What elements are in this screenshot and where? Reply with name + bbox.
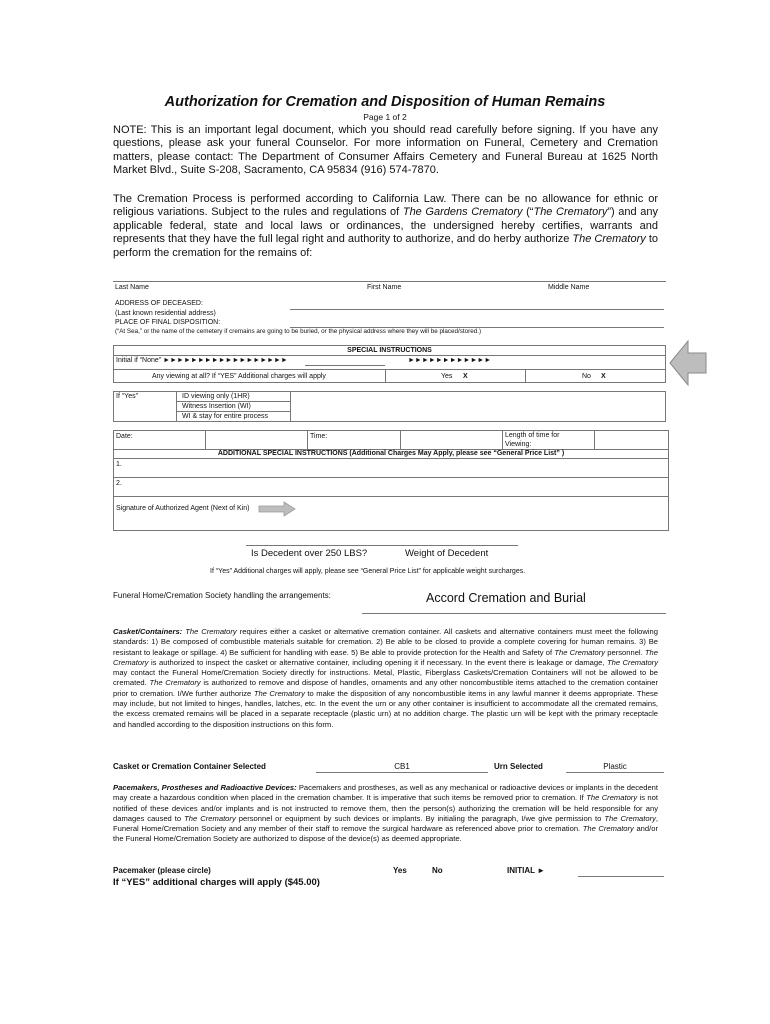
first-name-label[interactable]: First Name	[367, 284, 402, 291]
time-label: Time:	[310, 433, 328, 440]
weight-label[interactable]: Weight of Decedent	[405, 548, 489, 559]
divider	[594, 430, 595, 449]
middle-name-label[interactable]: Middle Name	[548, 284, 590, 291]
special-instructions-header: SPECIAL INSTRUCTIONS	[347, 347, 432, 354]
document-title: Authorization for Cremation and Disposition of Human Remains	[164, 94, 606, 110]
address-sublabel: (Last known residential address)	[115, 310, 216, 317]
divider	[362, 613, 666, 614]
pacemaker-text-1: Pacemakers and prostheses, as well as any mechanical or radioactive devices or implants in the decedent may create a hazardous condition when placed in the cremation chamber. It is imperative that such items be removed prior to cremation. If	[113, 783, 659, 803]
name-line	[113, 281, 666, 282]
divider	[176, 401, 290, 402]
place-sublabel: (“At Sea,” or the name of the cemetery if cremains are going to be buried, or the physical address where they will be placed/stored.)	[115, 328, 482, 335]
right-arrow-icon	[258, 501, 296, 517]
urn-selected-value[interactable]: Plastic	[603, 762, 627, 771]
viewing-yes-label[interactable]: Yes	[441, 373, 453, 380]
casket-text-6: to make the disposition of any noncombustible items in any lawful manner it deems appropriate. These may include, but not limited to hinges, handles, latches, etc. In the event the urn or any other container is insufficient to accommodate all the cremated remains, the excess cremated remains will be placed in a separate receptacle (plastic urn) at no addition charge. The plastic urn will be kept with the primary receptacle and handled according to the disposition instructions on this form.	[113, 688, 658, 729]
pacemaker-paragraph	[113, 783, 658, 845]
page-number: Page 1 of 2	[363, 112, 407, 122]
instruction-line-1[interactable]: 1.	[116, 461, 122, 468]
casket-text-3: is authorized to inspect the casket or alternative container, including opening it if necessary. In the event there is leakage or damage,	[148, 657, 607, 667]
initial-input-line[interactable]	[578, 876, 664, 877]
divider	[113, 458, 669, 459]
crematory-ref: The Crematory	[185, 627, 237, 636]
divider	[113, 369, 666, 370]
viewing-yes-mark[interactable]: X	[463, 373, 468, 380]
divider	[316, 772, 488, 773]
option-id-viewing[interactable]: ID viewing only (1HR)	[182, 393, 250, 400]
length-label: Length of time for Viewing:	[505, 432, 560, 448]
casket-text-5: is authorized to remove and dispose of handles, ornaments and any other noncombustible items attached to the cremation container prior to cremation. I/We further authorize	[113, 678, 659, 698]
container-selected-value[interactable]: CB1	[394, 762, 410, 771]
crematory-ref: The Crematory	[604, 813, 656, 823]
crematory-short-2: The Crematory	[572, 233, 646, 246]
crematory-ref: The Crematory	[582, 824, 634, 834]
note-paragraph: NOTE: This is an important legal document, which you should read carefully before signing. If you have any questions, please ask your funeral Counselor. For more information on Funeral, Cemetery and Cremation matters, please contact: The Department of Consumer Affairs Cemetery and Funeral Bureau at 1625 North Market Blvd., Suite S-208, Sacramento, CA 95834 (916) 574-7870.	[113, 124, 658, 177]
divider	[502, 430, 503, 449]
crematory-short: The Crematory	[533, 206, 608, 219]
crematory-ref: The Crematory	[184, 813, 236, 823]
place-label: PLACE OF FINAL DISPOSITION:	[115, 319, 221, 326]
if-yes-label: If “Yes”	[116, 393, 138, 400]
date-instructions-box	[113, 430, 669, 531]
option-witness-insertion[interactable]: Witness Insertion (WI)	[182, 403, 251, 410]
pacemaker-text-3: personnel or equipment by such devices or implants. By initialing the paragraph, I/we give permission to	[235, 813, 605, 823]
pacemaker-heading: Pacemakers, Prostheses and Radioactive Devices:	[113, 783, 297, 792]
divider	[385, 369, 386, 383]
process-paragraph	[113, 193, 658, 260]
process-text-2: (“	[522, 206, 534, 219]
crematory-ref: The Crematory	[554, 647, 606, 657]
additional-instructions-header: ADDITIONAL SPECIAL INSTRUCTIONS (Additional Charges May Apply, please see “General Price List” )	[217, 450, 565, 457]
left-arrow-icon	[668, 338, 708, 388]
divider	[113, 477, 669, 478]
divider	[525, 369, 526, 383]
pacemaker-yes[interactable]: Yes	[393, 866, 407, 875]
address-label: ADDRESS OF DECEASED:	[115, 300, 203, 307]
casket-heading: Casket/Containers:	[113, 627, 183, 636]
container-selected-label: Casket or Cremation Container Selected	[113, 762, 266, 771]
crematory-ref: The Crematory	[113, 647, 659, 667]
process-text-1: The Cremation Process is performed according to California Law. There can be no allowance for ethnic or religious variations. Subject to the rules and regulations of	[113, 193, 658, 219]
casket-text-1: requires either a casket or alternative cremation container. All caskets and alternative containers must meet the following standards: 1) Be composed of combustible materials suitable for cremation. 2) Be able to be closed to provide a complete covering for human remains. 3) Be resistant to leakage or spillage. 4) Be sufficient for handling with ease. 5) Be able to provide protection for the Health and Safety of	[113, 627, 658, 657]
casket-text-4: may contact the Funeral Home/Cremation Society directly for instructions. Metal, Plastic, Fiberglass Caskets/Cremation Containers will not be allowed to be cremated.	[113, 668, 658, 688]
crematory-name: The Gardens Crematory	[402, 206, 523, 219]
pacemaker-text-2: is not notified of these devices and/or implants and is not instructed to remove them, then the person(s) authorizing the cremation will be held responsible for any damages caused to	[113, 793, 658, 823]
viewing-question: Any viewing at all? If “YES” Additional charges will apply	[152, 373, 326, 380]
pacemaker-text-5: and/or the Funeral Home/Cremation Society are authorized to dispose of the device(s) as deemed appropriate.	[113, 824, 658, 844]
crematory-ref: The Crematory	[253, 688, 305, 698]
pacemaker-text-4: , Funeral Home/Cremation Society and any member of their staff to remove the surgical hardware as referenced above prior to cremation.	[113, 813, 659, 834]
option-wi-stay[interactable]: WI & stay for entire process	[182, 413, 268, 420]
process-text-3: ”) and any applicable federal, state and local laws or ordinances, the undersigned hereby certifies, warrants and represents that they have the full legal right and authority to authorize, and do herby authorize	[113, 206, 658, 246]
last-name-label[interactable]: Last Name	[115, 284, 149, 291]
crematory-ref: The Crematory	[586, 793, 638, 803]
signature-label: Signature of Authorized Agent (Next of Kin)	[116, 505, 250, 512]
process-text-4: to perform the cremation for the remains of:	[113, 233, 659, 259]
crematory-ref: The Crematory	[149, 678, 201, 688]
pacemaker-no[interactable]: No	[432, 866, 443, 875]
divider	[113, 496, 669, 497]
funeral-home-label: Funeral Home/Cremation Society handling the arrangements:	[113, 591, 331, 600]
funeral-home-value[interactable]: Accord Cremation and Burial	[426, 591, 586, 605]
crematory-ref: The Crematory	[606, 657, 659, 667]
date-label: Date:	[116, 433, 133, 440]
divider	[566, 772, 664, 773]
pacemaker-charge: If “YES” additional charges will apply ($45.00)	[113, 877, 320, 888]
address-input-line[interactable]	[290, 309, 664, 310]
pacemaker-circle-label: Pacemaker (please circle)	[113, 866, 211, 875]
divider	[400, 430, 401, 449]
casket-paragraph	[113, 627, 658, 730]
weight-note: If “Yes” Additional charges will apply, please see “General Price List” for applicable weight surcharges.	[210, 568, 526, 575]
divider	[113, 355, 666, 356]
instruction-line-2[interactable]: 2.	[116, 480, 122, 487]
initial-none-label: Initial if “None” ►►►►►►►►►►►►►►►►►►	[116, 357, 288, 364]
divider	[307, 430, 308, 449]
initial-none-input[interactable]	[305, 365, 385, 366]
initial-label: INITIAL ►	[507, 866, 545, 875]
arrows-right: ►►►►►►►►►►►►	[408, 357, 492, 364]
viewing-no-mark[interactable]: X	[601, 373, 606, 380]
divider	[176, 391, 177, 422]
urn-selected-label: Urn Selected	[494, 762, 543, 771]
viewing-no-label[interactable]: No	[582, 373, 591, 380]
divider	[205, 430, 206, 449]
divider	[176, 411, 290, 412]
casket-text-2: personnel.	[605, 647, 645, 657]
divider	[290, 391, 291, 422]
divider	[246, 545, 518, 546]
weight-question[interactable]: Is Decedent over 250 LBS?	[251, 548, 368, 559]
